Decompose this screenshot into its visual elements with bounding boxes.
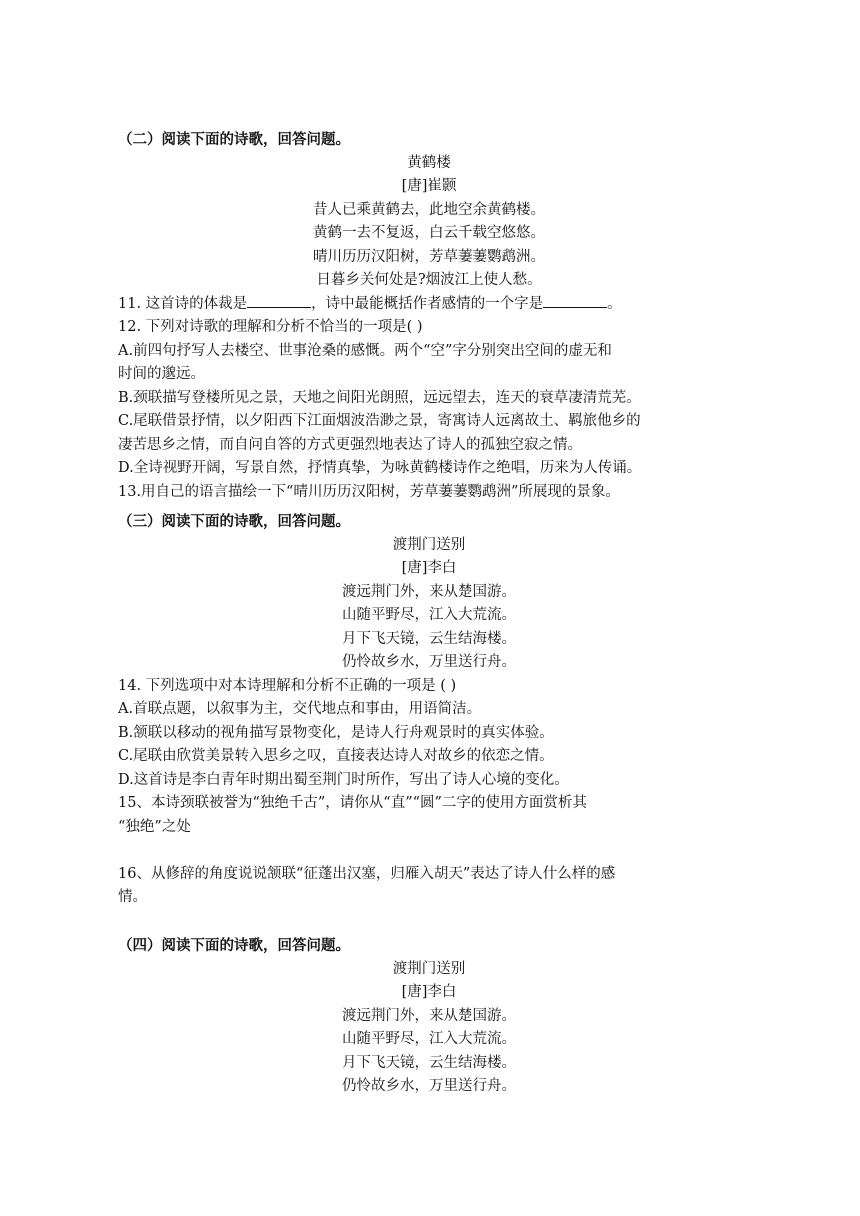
poem-author: [唐]李白 — [401, 984, 457, 1000]
option-line: A.首联点题，以叙事为主，交代地点和事由，用语简洁。 — [118, 701, 482, 717]
option-line: A.前四句抒写人去楼空、世事沧桑的感慨。两个“空”字分别突出空间的虚无和 — [118, 342, 612, 359]
section-4-heading: （四）阅读下面的诗歌，回答问题。 — [118, 937, 350, 954]
poem-line: 渡远荆门外，来从楚国游。 — [342, 1007, 516, 1024]
option-line: 凄苦思乡之情，而自问自答的方式更强烈地表达了诗人的孤独空寂之情。 — [118, 436, 582, 453]
poem-line: 月下飞天镜，云生结海楼。 — [342, 1054, 516, 1071]
poem-line: 山随平野尽，江入大荒流。 — [342, 1031, 516, 1047]
question-14: 14. 下列选项中对本诗理解和分析不正确的一项是 ( ) — [118, 677, 457, 694]
question-15: 15、本诗颈联被誉为“独绝千古”，请你从“直”“圆”二字的使用方面赏析其 — [118, 795, 587, 811]
question-11-text-c: 。 — [607, 295, 622, 312]
question-15-cont: “独绝”之处 — [118, 818, 191, 835]
option-line: C.尾联由欣赏美景转入思乡之叹，直接表达诗人对故乡的依恋之情。 — [118, 748, 554, 764]
question-11-text-a: 11. 这首诗的体裁是 — [118, 295, 248, 312]
option-line: C.尾联借景抒情，以夕阳西下江面烟波浩渺之景，寄寓诗人远离故土、羁旅他乡的 — [118, 413, 641, 429]
option-line: B.颔联以移动的视角描写景物变化，是诗人行舟观景时的真实体验。 — [118, 724, 554, 741]
poem-title: 渡荆门送别 — [392, 536, 466, 553]
section-2 — [118, 128, 740, 504]
poem-line: 日暮乡关何处是?烟波江上使人愁。 — [316, 272, 542, 288]
question-16-cont: 情。 — [118, 889, 147, 905]
section-4 — [118, 934, 740, 1099]
poem-line: 月下飞天镜，云生结海楼。 — [342, 630, 516, 647]
poem-title: 渡荆门送别 — [392, 960, 466, 977]
option-line: B.颈联描写登楼所见之景，天地之间阳光朗照，远远望去，连天的衰草凄清荒芜。 — [118, 389, 641, 406]
poem-line: 仍怜故乡水，万里送行舟。 — [342, 654, 516, 670]
poem-line: 仍怜故乡水，万里送行舟。 — [342, 1078, 516, 1094]
section-3-heading: （三）阅读下面的诗歌，回答问题。 — [118, 513, 350, 530]
poem-author: [唐]李白 — [401, 560, 457, 576]
answer-space — [118, 839, 740, 863]
question-12: 12. 下列对诗歌的理解和分析不恰当的一项是( ) — [118, 319, 423, 335]
poem-line: 黄鹤一去不复返，白云千载空悠悠。 — [313, 225, 545, 241]
option-line: D.这首诗是李白青年时期出蜀至荆门时所作，写出了诗人心境的变化。 — [118, 771, 569, 788]
section-3 — [118, 510, 740, 910]
section-2-heading: （二）阅读下面的诗歌，回答问题。 — [118, 131, 350, 148]
poem-line: 山随平野尽，江入大荒流。 — [342, 607, 516, 623]
answer-blank-genre[interactable] — [247, 293, 311, 308]
poem-line: 晴川历历汉阳树，芳草萋萋鹦鹉洲。 — [313, 248, 545, 265]
poem-line: 渡远荆门外，来从楚国游。 — [342, 583, 516, 600]
question-11-text-b: ，诗中最能概括作者感情的一个字是 — [311, 295, 544, 312]
option-line: 时间的邈远。 — [118, 366, 205, 382]
question-13: 13.用自己的语言描绘一下“晴川历历汉阳树，芳草萋萋鹦鹉洲”所展现的景象。 — [118, 483, 620, 500]
question-11 — [118, 293, 740, 317]
answer-blank-emotion-word[interactable] — [543, 293, 607, 308]
poem-author: [唐]崔颢 — [401, 178, 457, 194]
option-line: D.全诗视野开阔，写景自然，抒情真挚，为咏黄鹤楼诗作之绝唱，历来为人传诵。 — [118, 460, 642, 476]
poem-line: 昔人已乘黄鹤去，此地空余黄鹤楼。 — [313, 201, 545, 218]
question-16: 16、从修辞的角度说说颔联“征蓬出汉塞，归雁入胡天”表达了诗人什么样的感 — [118, 865, 616, 882]
poem-title: 黄鹤楼 — [407, 154, 451, 171]
